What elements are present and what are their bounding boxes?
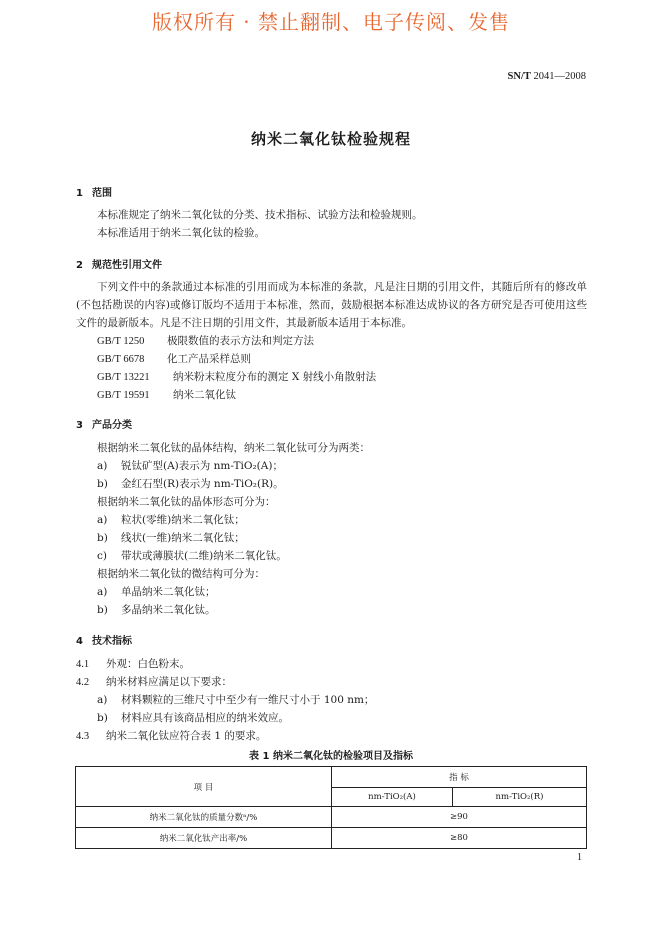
list-item [97,511,245,529]
list-text: 锐钛矿型(A)表示为 nm-TiO₂(A)； [121,460,283,472]
spec-table [75,766,587,849]
reference-title: 极限数值的表示方法和判定方法 [167,335,314,347]
subclause [76,727,266,746]
doc-prefix: SN/T [507,71,531,82]
header-index: 指 标 [332,767,587,788]
section-number: 3 [76,420,83,431]
subclause-text: 纳米材料应满足以下要求： [106,676,232,688]
table-caption: 表 1 纳米二氧化钛的检验项目及指标 [249,751,413,762]
list-item [97,475,284,493]
paragraph: 下列文件中的条款通过本标准的引用而成为本标准的条款，凡是注日期的引用文件，其随后所有的修改单(不包括勘误的内容)或修订版均不适用于本标准，然而，鼓励根据本标准达成协议的各方研究是否可使用这些文件的最新版本。凡是不注日期的引用文件，其最新版本适用于本标准。 [76,281,587,329]
list-text: 粒状(零维)纳米二氧化钛； [121,514,245,526]
paragraph: 本标准适用于纳米二氧化钛的检验。 [97,227,265,239]
list-item [97,457,283,475]
list-item [97,691,374,709]
list-marker: b) [97,532,108,544]
list-item [97,583,216,601]
list-marker: b) [97,478,108,490]
subclause [76,673,232,692]
list-text: 线状(一维)纳米二氧化钛； [121,532,245,544]
list-item [97,547,287,565]
subclause-number: 4.2 [76,677,90,688]
subclause-text: 外观：白色粉末。 [106,658,190,670]
reference-item [97,332,314,351]
doc-code: 2041—2008 [533,71,586,82]
list-marker: b) [97,712,108,724]
paragraph: 根据纳米二氧化钛的晶体结构，纳米二氧化钛可分为两类： [97,442,370,454]
section-title: 技术指标 [92,636,132,647]
list-marker: c) [97,550,107,562]
header-rutile: nm-TiO₂(R) [453,788,587,807]
table-row [76,828,587,849]
list-item [97,529,245,547]
section-2-heading [76,256,162,271]
row-item: 纳米二氧化钛的质量分数ᵃ/% [76,807,332,828]
table-header-row [76,767,587,788]
header-anatase: nm-TiO₂(A) [332,788,453,807]
reference-title: 纳米二氧化钛 [173,389,236,401]
page-title: 纳米二氧化钛检验规程 [250,130,411,148]
list-marker: b) [97,604,108,616]
row-value: ≥90 [332,807,587,828]
row-item: 纳米二氧化钛产出率/% [76,828,332,849]
reference-code: GB/T 1250 [97,336,145,347]
list-item [97,601,216,619]
reference-title: 化工产品采样总则 [167,353,251,365]
list-item [97,709,289,727]
row-value: ≥80 [332,828,587,849]
section-number: 4 [76,636,83,647]
section-title: 范围 [92,188,112,199]
list-marker: a) [97,586,108,598]
subclause-text: 纳米二氧化钛应符合表 1 的要求。 [106,730,267,742]
paragraph: 本标准规定了纳米二氧化钛的分类、技术指标、试验方法和检验规则。 [97,209,423,221]
reference-code: GB/T 6678 [97,354,145,365]
list-text: 带状或薄膜状(二维)纳米二氧化钛。 [121,550,287,562]
reference-item [97,350,251,369]
section-4-heading [76,632,132,647]
header-item: 项 目 [76,767,332,807]
section-number: 2 [76,260,83,271]
list-marker: a) [97,694,108,706]
list-text: 多晶纳米二氧化钛。 [121,604,216,616]
reference-item [97,368,376,387]
subclause [76,655,190,674]
list-marker: a) [97,514,108,526]
list-text: 单晶纳米二氧化钛； [121,586,216,598]
section-3-heading [76,416,132,431]
document-number [508,71,586,82]
section-number: 1 [76,188,83,199]
watermark: 版权所有 · 禁止翻制、电子传阅、发售 [151,10,511,34]
paragraph: 根据纳米二氧化钛的晶体形态可分为： [97,496,276,508]
section-1-heading [76,184,112,199]
page-number: 1 [577,852,582,863]
list-marker: a) [97,460,108,472]
subclause-number: 4.3 [76,731,90,742]
paragraph: 根据纳米二氧化钛的微结构可分为： [97,568,265,580]
reference-code: GB/T 19591 [97,390,150,401]
reference-title: 纳米粉末粒度分布的测定 X 射线小角散射法 [173,371,377,383]
list-text: 材料颗粒的三维尺寸中至少有一维尺寸小于 100 nm； [121,694,375,706]
reference-code: GB/T 13221 [97,372,150,383]
reference-item [97,386,236,405]
section-title: 规范性引用文件 [92,260,162,271]
table-row [76,807,587,828]
list-text: 材料应具有该商品相应的纳米效应。 [121,712,289,724]
section-title: 产品分类 [92,420,132,431]
list-text: 金红石型(R)表示为 nm-TiO₂(R)。 [121,478,284,490]
subclause-number: 4.1 [76,659,90,670]
